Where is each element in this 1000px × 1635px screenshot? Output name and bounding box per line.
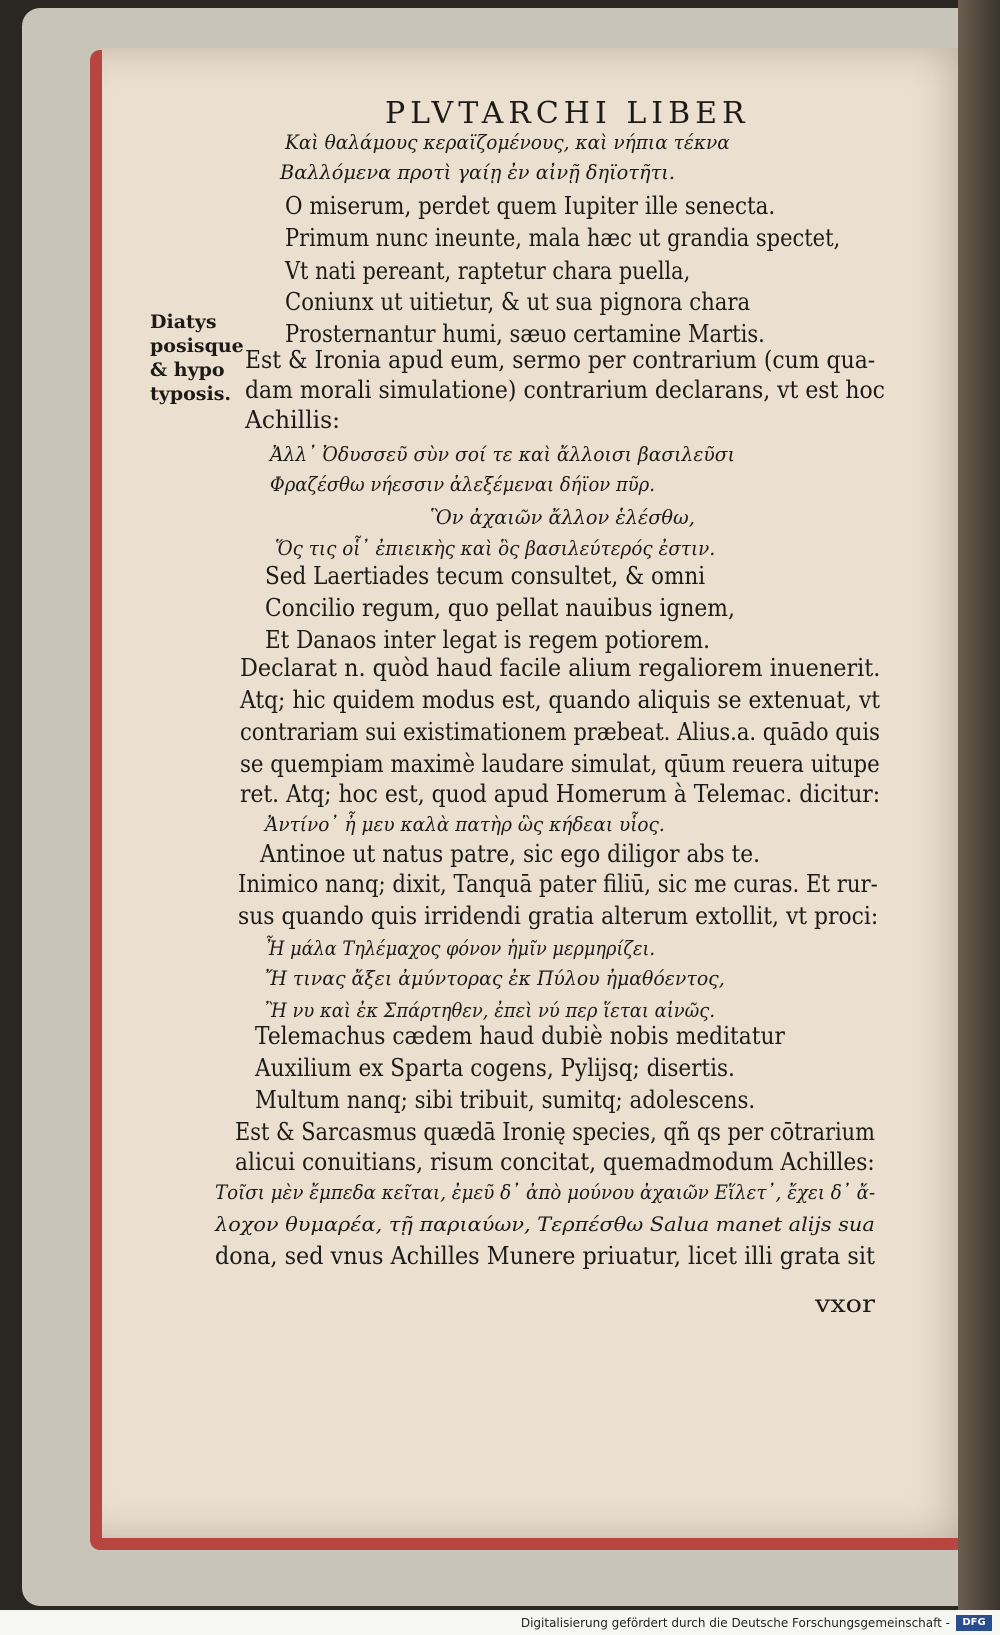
text-line: vxor	[815, 1290, 876, 1318]
book-spine	[958, 0, 1000, 1610]
running-header: PLVTARCHI LIBER	[385, 96, 750, 131]
text-line: dona, sed vnus Achilles Munere priuatur, licet illi grata sit	[215, 1242, 875, 1270]
margin-note-line: Diatys	[150, 311, 217, 333]
text-line: λοχον θυμαρέα, τῇ παριαύων, Τερπέσθω Salua manet alijs sua	[215, 1212, 875, 1236]
text-line: Ἀντίνο᾽ ἦ μευ καλὰ πατὴρ ὣς κήδεαι υἷος.	[265, 812, 665, 836]
text-line: Vt nati pereant, raptetur chara puella,	[285, 257, 691, 285]
text-line: Τοῖσι μὲν ἔμπεδα κεῖται, ἐμεῦ δ᾽ ἀπὸ μούνου ἀχαιῶν Εἵλετ᾽, ἔχει δ᾽ ἄ-	[215, 1180, 876, 1204]
dfg-logo: DFG	[956, 1615, 992, 1631]
text-line: Sed Laertiades tecum consultet, & omni	[265, 562, 706, 590]
text-line: Coniunx ut uitietur, & ut sua pignora chara	[285, 288, 751, 316]
text-line: se quempiam maximè laudare simulat, qūum reuera uitupe	[240, 750, 880, 778]
text-line: Est & Ironia apud eum, sermo per contrarium (cum qua-	[245, 346, 876, 374]
text-line: dam morali simulatione) contrarium declarans, vt est hoc	[245, 376, 885, 404]
margin-note-line: typosis.	[150, 383, 232, 405]
text-line: Concilio regum, quo pellat nauibus ignem,	[265, 594, 735, 622]
margin-note-line: posisque	[150, 335, 244, 357]
text-line: contrariam sui existimationem præbeat. Alius.a. quādo quis	[240, 718, 880, 746]
text-line: Βαλλόμενα προτὶ γαίῃ ἐν αἰνῇ δηϊοτῆτι.	[280, 160, 676, 184]
margin-note-line: & hypo	[150, 359, 225, 381]
text-line: Καὶ θαλάμους κεραϊζομένους, καὶ νήπια τέκνα	[285, 130, 730, 154]
text-line: Ἦ μάλα Τηλέμαχος φόνον ἡμῖν μερμηρίζει.	[265, 936, 656, 960]
text-line: Multum nanq; sibi tribuit, sumitq; adolescens.	[255, 1086, 756, 1114]
text-line: Est & Sarcasmus quædā Ironię species, qñ qs per cōtrarium	[235, 1118, 875, 1146]
text-line: Achillis:	[245, 406, 341, 434]
text-line: Inimico nanq; dixit, Tanquā pater filiū, sic me curas. Et rur-	[238, 870, 878, 898]
text-line: Antinoe ut natus patre, sic ego diligor abs te.	[260, 840, 761, 868]
text-line: Φραζέσθω νήεσσιν ἀλεξέμεναι δήϊον πῦρ.	[270, 472, 655, 496]
text-line: O miserum, perdet quem Iupiter ille senecta.	[285, 192, 776, 220]
text-line: Ἢ νυ καὶ ἐκ Σπάρτηθεν, ἐπεὶ νύ περ ἵεται αἰνῶς.	[265, 998, 716, 1022]
text-line: Atq; hic quidem modus est, quando aliquis se extenuat, vt	[240, 686, 881, 714]
footer-credit: Digitalisierung gefördert durch die Deutsche Forschungsgemeinschaft -	[520, 1616, 950, 1630]
text-line: Primum nunc ineunte, mala hæc ut grandia spectet,	[285, 224, 841, 252]
text-line: sus quando quis irridendi gratia alterum extollit, vt proci:	[238, 902, 879, 930]
margin-note	[150, 310, 244, 406]
text-line: Ἤ τινας ἄξει ἀμύντορας ἐκ Πύλου ἠμαθόεντος,	[265, 966, 725, 990]
text-line: Declarat n. quòd haud facile alium regaliorem inuenerit.	[240, 654, 881, 682]
text-line: Ἀλλ᾽ Ὀδυσσεῦ σὺν σοί τε καὶ ἄλλοισι βασιλεῦσι	[270, 442, 735, 466]
text-line: Auxilium ex Sparta cogens, Pylijsq; disertis.	[255, 1054, 735, 1082]
text-line: Prosternantur humi, sæuo certamine Martis.	[285, 320, 765, 348]
text-line: Ὅς τις οἷ᾽ ἐπιεικὴς καὶ ὃς βασιλεύτερός ἐστιν.	[275, 536, 716, 560]
text-line: ret. Atq; hoc est, quod apud Homerum à Telemac. dicitur:	[240, 780, 881, 808]
text-line: alicui conuitians, risum concitat, quemadmodum Achilles:	[235, 1148, 875, 1176]
text-line: Telemachus cædem haud dubiè nobis meditatur	[255, 1022, 785, 1050]
footer-bar	[0, 1612, 1000, 1635]
text-line: Et Danaos inter legat is regem potiorem.	[265, 626, 710, 654]
text-line: Ὃν ἀχαιῶν ἄλλον ἑλέσθω,	[430, 505, 695, 529]
